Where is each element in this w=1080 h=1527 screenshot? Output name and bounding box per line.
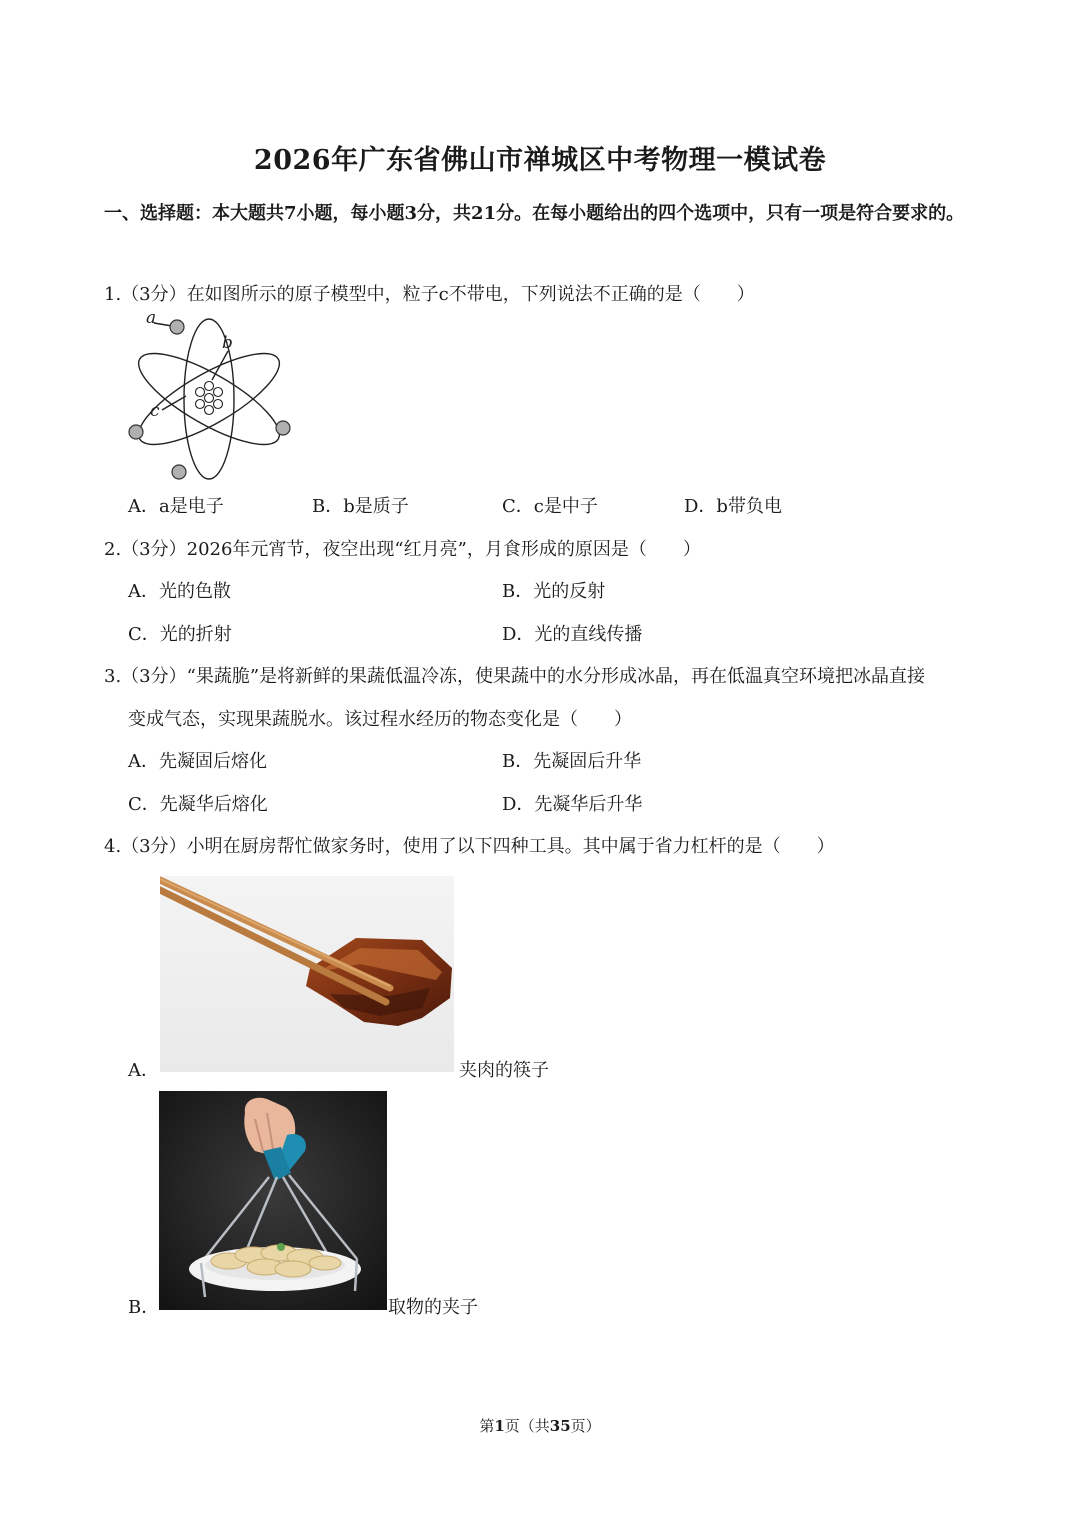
q2-option-b: B．光的反射 <box>502 581 606 602</box>
q4-option-a-letter: A． <box>128 1060 159 1081</box>
footer-total-pages: 35 <box>549 1417 571 1435</box>
q3-option-d: D．先凝华后升华 <box>502 794 643 815</box>
q4-option-b-caption: 取物的夹子 <box>388 1297 478 1318</box>
plate-clamp-image <box>159 1091 387 1310</box>
q1-option-d: D．b带负电 <box>684 496 782 517</box>
q3-option-c: C．先凝华后熔化 <box>128 794 268 815</box>
page-footer <box>0 1415 1080 1436</box>
question-2-stem: 2.（3分）2026年元宵节，夜空出现“红月亮”，月食形成的原因是（ ） <box>104 539 701 560</box>
q2-option-c: C．光的折射 <box>128 624 232 645</box>
q1-option-c: C．c是中子 <box>502 496 598 517</box>
footer-suffix: 页） <box>570 1417 601 1435</box>
footer-prefix: 第 <box>479 1417 495 1435</box>
q1-option-b: B．b是质子 <box>312 496 409 517</box>
label-a: a <box>146 308 157 328</box>
q3-option-a: A．先凝固后熔化 <box>128 751 267 772</box>
q4-option-b-letter: B． <box>128 1297 160 1318</box>
question-3-stem-line1: 3.（3分）“果蔬脆”是将新鲜的果蔬低温冷冻，使果蔬中的水分形成冰晶，再在低温真空环境把冰晶直接 <box>104 666 926 687</box>
label-c: c <box>150 401 160 421</box>
question-1-stem: 1.（3分）在如图所示的原子模型中，粒子c不带电，下列说法不正确的是（ ） <box>104 284 755 305</box>
q2-option-d: D．光的直线传播 <box>502 624 643 645</box>
question-4-stem: 4.（3分）小明在厨房帮忙做家务时，使用了以下四种工具。其中属于省力杠杆的是（ ） <box>104 836 835 857</box>
page-title: 2026年广东省佛山市禅城区中考物理一模试卷 <box>253 145 827 176</box>
q3-option-b: B．先凝固后升华 <box>502 751 642 772</box>
label-b: b <box>222 333 233 353</box>
question-3-stem-line2: 变成气态，实现果蔬脱水。该过程水经历的物态变化是（ ） <box>128 709 632 730</box>
footer-mid: 页（共 <box>504 1417 550 1435</box>
atom-model-figure <box>124 306 296 482</box>
footer-page-number: 1 <box>494 1417 505 1435</box>
q1-option-a: A．a是电子 <box>128 496 224 517</box>
chopsticks-image <box>160 876 454 1072</box>
q2-option-a: A．光的色散 <box>128 581 231 602</box>
section-heading: 一、选择题：本大题共7小题，每小题3分，共21分。在每小题给出的四个选项中，只有一项是符合要求的。 <box>104 203 965 224</box>
q4-option-a-caption: 夹肉的筷子 <box>459 1060 549 1081</box>
